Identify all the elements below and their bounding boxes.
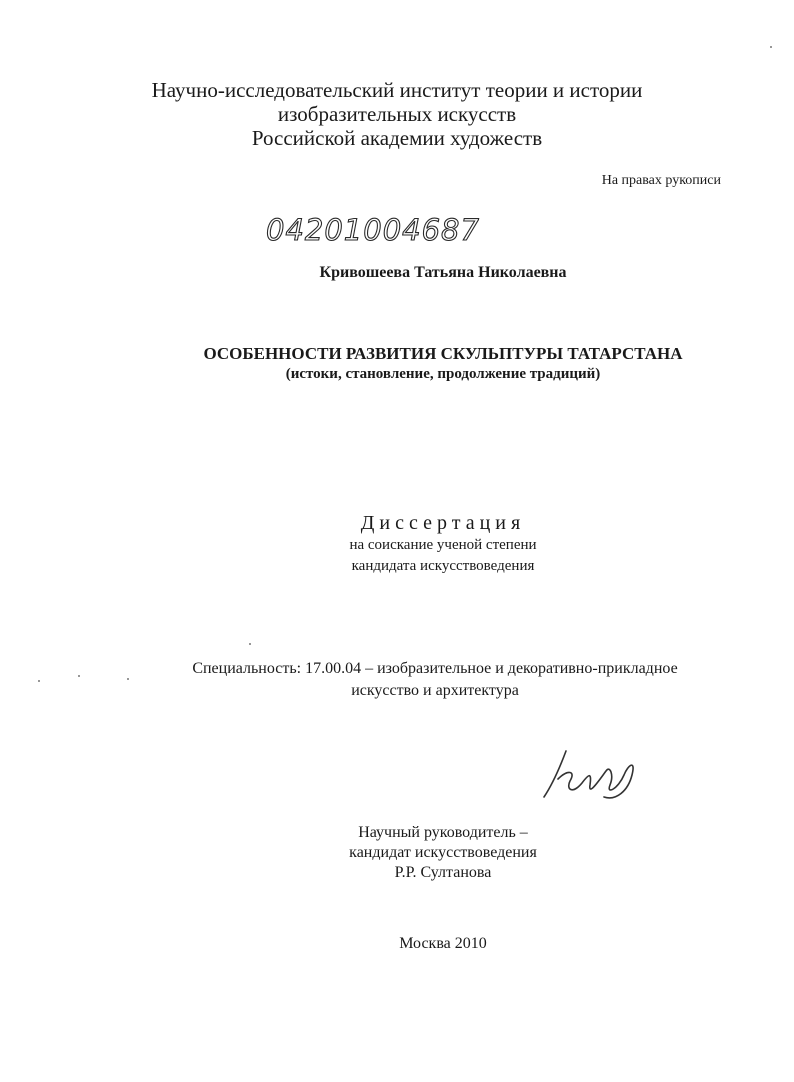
author-name: Кривошеева Татьяна Николаевна — [319, 264, 567, 281]
title-main: ОСОБЕННОСТИ РАЗВИТИЯ СКУЛЬПТУРЫ ТАТАРСТАНА — [203, 344, 683, 363]
dissertation-title — [46, 343, 794, 385]
institute-line-1: Научно-исследовательский институт теории и истории — [151, 78, 643, 102]
dissertation-heading: Диссертация — [360, 512, 526, 534]
handwritten-code-text: 04201004687 — [266, 213, 480, 247]
specialty — [150, 658, 720, 702]
specialty-line-1: Специальность: 17.00.04 – изобразительное и декоративно-прикладное — [192, 660, 678, 677]
city-year: Москва 2010 — [399, 935, 487, 952]
institute-line-3: Российской академии художеств — [251, 126, 543, 150]
degree-line-2: кандидата искусствоведения — [351, 558, 535, 574]
handwritten-code — [262, 208, 482, 250]
scan-speck — [249, 643, 251, 645]
scan-speck — [38, 680, 40, 682]
title-subtitle: (истоки, становление, продолжение традиций) — [285, 366, 601, 382]
institute-line-2: изобразительных искусств — [277, 102, 517, 126]
scan-speck — [770, 46, 772, 48]
scan-speck — [127, 678, 129, 680]
specialty-line-2: искусство и архитектура — [351, 682, 519, 699]
advisor-block — [46, 823, 794, 883]
rights-note: На правах рукописи — [601, 173, 721, 188]
degree-line-1: на соискание ученой степени — [349, 537, 537, 553]
scan-speck — [78, 675, 80, 677]
signature — [540, 745, 650, 807]
advisor-name: Р.Р. Султанова — [394, 864, 492, 881]
advisor-line-2: кандидат искусствоведения — [349, 844, 537, 861]
advisor-line-1: Научный руководитель – — [358, 824, 528, 841]
dissertation-block — [46, 511, 794, 577]
institute-name — [0, 78, 794, 150]
